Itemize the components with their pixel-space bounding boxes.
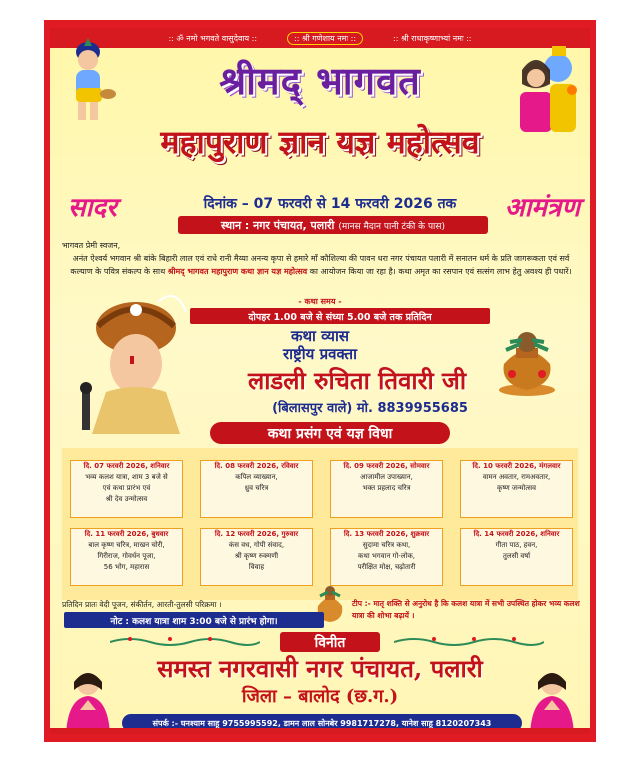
prasang-title: कथा प्रसंग एवं यज्ञ विधा xyxy=(210,422,450,444)
schedule-line: सुदामा चरित्र कथा, xyxy=(362,541,411,549)
speaker-name: लाडली रुचिता तिवारी जी xyxy=(247,366,467,395)
top-mantra-strip xyxy=(50,28,590,48)
daily-note: प्रतिदिन प्रातः वेदी पूजन, संकीर्तन, आरती-तुलसी परिक्रमा । xyxy=(62,600,222,609)
schedule-card xyxy=(330,528,443,586)
schedule-line: 56 भोग, महारास xyxy=(103,563,150,571)
schedule-line: बाल कृष्ण चरित्र, माखन चोरी, xyxy=(88,541,165,549)
schedule-line: भव्य कलश यात्रा, शाम 3 बजे से xyxy=(85,473,168,481)
tip-text: टीप :- मातृ शक्ति से अनुरोध है कि कलश यात्रा में सभी उपस्थित होकर भव्य कलश यात्रा की शोभा बढ़ायें । xyxy=(352,599,580,620)
schedule-card xyxy=(460,460,573,518)
vinit-label: विनीत xyxy=(280,632,380,652)
schedule-card xyxy=(70,460,183,518)
schedule-line: वामन अवतार, रामअवतार, xyxy=(482,473,551,481)
schedule-date: दि. 08 फरवरी 2026, रविवार xyxy=(214,462,299,470)
schedule-line: कपिल व्याख्यान, xyxy=(235,473,278,481)
schedule-date: दि. 11 फरवरी 2026, बुधवार xyxy=(84,530,169,538)
invitation-paragraph xyxy=(62,252,580,278)
schedule-date: दि. 07 फरवरी 2026, शनिवार xyxy=(83,462,170,470)
katha-vyas-label: कथा व्यास xyxy=(290,327,350,345)
sadar-label: सादर xyxy=(68,193,117,223)
rashtriya-pravakta-label: राष्ट्रीय प्रवक्ता xyxy=(283,345,357,363)
schedule-line: गिरीराज, गोवर्धन पूजा, xyxy=(97,552,156,560)
greeting: भागवत प्रेमी स्वजन, xyxy=(62,241,121,250)
schedule-date: दि. 13 फरवरी 2026, शुक्रवार xyxy=(343,530,430,538)
schedule-line: कथा भगवान गो-लोक, xyxy=(357,552,415,560)
namaste-lady-right-illustration xyxy=(522,668,582,734)
schedule-line: श्री कृष्ण रुक्मणी xyxy=(234,552,279,560)
left-ornament-icon xyxy=(110,636,260,648)
paragraph-part2: का आयोजन किया जा रहा है। कथा अमृत का रसपान एवं सत्संग लाभ हेतु अवश्य ही पधारें। xyxy=(309,267,572,276)
paragraph-part1: अनंत ऐश्वर्य भगवान श्री बांके बिहारी लाल एवं राधे रानी मैय्या अनन्य कृपा से हमारे माँ कौशिल्या की पावन धरा नगर पंचायत पलारी में सनातन धर्म के प्रति जागरूकता एवं सर्व कल्याण के पवित्र संकल्प के साथ xyxy=(70,254,570,276)
schedule-card xyxy=(460,528,573,586)
schedule-date: दि. 10 फरवरी 2026, मंगलवार xyxy=(472,462,561,470)
poster-body xyxy=(50,28,590,734)
poster-border xyxy=(44,20,596,742)
schedule-grid xyxy=(62,448,578,600)
schedule-date: दि. 09 फरवरी 2026, सोमवार xyxy=(343,462,430,470)
district-name: जिला – बालोद (छ.ग.) xyxy=(241,686,399,707)
place-note: (मानस मैदान पानी टंकी के पास) xyxy=(338,221,445,232)
schedule-card xyxy=(70,528,183,586)
schedule-line: गीता पाठ, हवन, xyxy=(495,541,538,549)
schedule-line: तुलसी वर्षा xyxy=(502,552,531,560)
schedule-line: श्री देव उन्मोत्सव xyxy=(105,495,148,503)
schedule-card xyxy=(200,528,313,586)
right-ornament-icon xyxy=(394,636,544,648)
mantra-left: :: ॐ नमो भगवते वासुदेवाय :: xyxy=(168,33,258,43)
schedule-line: भक्त प्रहलाद चरित्र xyxy=(362,484,411,492)
schedule-card xyxy=(330,460,443,518)
schedule-line: कंस वध, गोपी संवाद, xyxy=(228,541,285,549)
schedule-date: दि. 12 फरवरी 2026, गुरुवार xyxy=(214,530,299,538)
mantra-right: :: श्री राधाकृष्णाभ्यां नमः :: xyxy=(393,33,472,43)
amantran-label: आमंत्रण xyxy=(504,193,580,223)
schedule-card xyxy=(200,460,313,518)
paragraph-highlight: श्रीमद् भागवत महापुराण कथा ज्ञान यज्ञ महोत्सव xyxy=(167,267,308,276)
schedule-line: आजामील उपाख्यान, xyxy=(360,473,413,481)
bottom-bar xyxy=(50,728,590,734)
note-bar: नोट : कलश यात्रा शाम 3:00 बजे से प्रारंभ होगा। xyxy=(64,612,324,628)
katha-time-bar: दोपहर 1.00 बजे से संध्या 5.00 बजे तक प्रतिदिन xyxy=(190,308,490,324)
namaste-lady-left-illustration xyxy=(58,668,118,734)
schedule-line: परीक्षित मोक्ष, चढ़ोतारी xyxy=(357,563,416,571)
schedule-line: कृष्ण जन्मोत्सव xyxy=(497,484,536,492)
katha-samay-label: - कथा समय - xyxy=(298,297,342,306)
schedule-line: ध्रुव चरित्र xyxy=(244,484,269,492)
main-subtitle: महापुराण ज्ञान यज्ञ महोत्सव xyxy=(160,123,480,161)
organizer-name: समस्त नगरवासी नगर पंचायत, पलारी xyxy=(157,654,483,683)
mantra-center: :: श्री गणेशाय नमः :: xyxy=(287,32,363,45)
speaker-origin-phone: (बिलासपुर वाले) मो. 8839955685 xyxy=(272,401,468,416)
main-title: श्रीमद् भागवत xyxy=(219,58,421,103)
contact-bar: संपर्क :- घनश्याम साहू 9755995592, डामन लाल सोनबेर 9981717278, यानेश साहू 8120207343 xyxy=(122,714,522,732)
schedule-line: विवाह xyxy=(248,563,265,571)
place-text: स्थान : नगर पंचायत, पलारी xyxy=(221,218,335,232)
event-dates: दिनांक – 07 फरवरी से 14 फरवरी 2026 तक xyxy=(203,196,457,212)
schedule-line: एवं कथा प्रारंभ एवं xyxy=(102,484,151,492)
event-place xyxy=(178,216,488,234)
schedule-date: दि. 14 फरवरी 2026, शनिवार xyxy=(473,530,560,538)
